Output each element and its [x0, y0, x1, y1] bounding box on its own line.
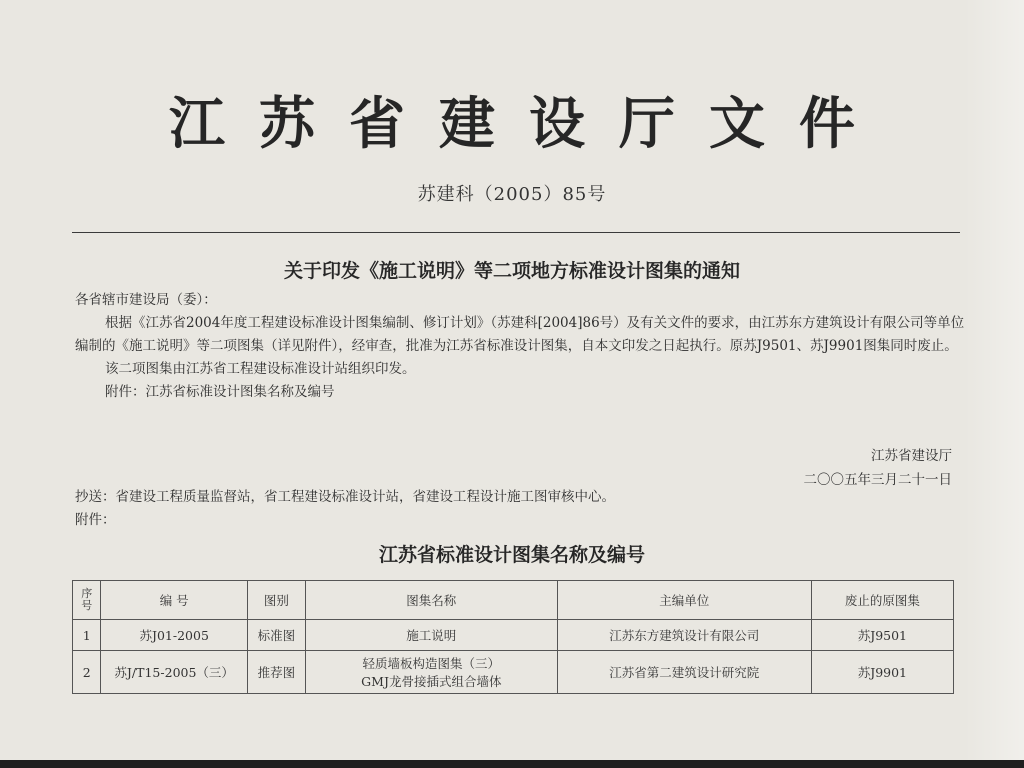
cell-seq: 2: [73, 651, 101, 694]
cell-code: 苏J/T15-2005（三）: [101, 651, 247, 694]
atlas-table: [72, 580, 954, 694]
header-old: 废止的原图集: [811, 581, 953, 620]
header-category: 图别: [247, 581, 305, 620]
cell-seq: 1: [73, 620, 101, 651]
table-title: 江苏省标准设计图集名称及编号: [378, 544, 645, 566]
header-seq: 序号: [73, 581, 101, 620]
signature-block: [804, 444, 953, 492]
cell-category: 推荐图: [247, 651, 305, 694]
table-row: [73, 620, 954, 651]
scan-bottom-edge: [0, 760, 1024, 768]
paragraph-2: 该二项图集由江苏省工程建设标准设计站组织印发。: [105, 361, 416, 377]
header-name: 图集名称: [305, 581, 557, 620]
table-header-row: [73, 581, 954, 620]
attachment-label: 附件：: [75, 512, 116, 528]
cell-name-line2: GMJ龙骨接插式组合墙体: [361, 674, 502, 689]
paragraph-3: 附件：江苏省标准设计图集名称及编号: [105, 384, 335, 400]
cell-unit: 江苏省第二建筑设计研究院: [557, 651, 811, 694]
cell-old: 苏J9901: [811, 651, 953, 694]
table-row: [73, 651, 954, 694]
addressee: 各省辖市建设局（委）：: [75, 292, 217, 308]
cell-name: [305, 651, 557, 694]
cell-name-line1: 轻质墙板构造图集（三）: [362, 656, 501, 671]
cc-line: 抄送：省建设工程质量监督站，省工程建设标准设计站，省建设工程设计施工图审核中心。: [75, 489, 615, 505]
paragraph-1: 根据《江苏省2004年度工程建设标准设计图集编制、修订计划》（苏建科[2004]86号）及有关文件的要求，由江苏东方建筑设计有限公司等单位编制的《施工说明》等二项图集（详见附件），经审查，批准为江苏省标准设计图集，自本文印发之日起执行。原苏J9501、苏J9901图集同时废止。: [75, 315, 965, 354]
cell-category: 标准图: [247, 620, 305, 651]
notice-body: [75, 289, 965, 404]
cell-old: 苏J9501: [811, 620, 953, 651]
header-divider: [72, 232, 960, 233]
cell-name: 施工说明: [305, 620, 557, 651]
header-unit: 主编单位: [557, 581, 811, 620]
carbon-copy-block: [75, 486, 955, 532]
issue-date: 二〇〇五年三月二十一日: [803, 472, 952, 488]
document-header-title: 江苏省建设厅文件: [169, 91, 889, 157]
notice-title: 关于印发《施工说明》等二项地方标准设计图集的通知: [283, 260, 740, 282]
cell-unit: 江苏东方建筑设计有限公司: [557, 620, 811, 651]
document-number: 苏建科（2005）85号: [417, 184, 607, 205]
header-code: 编 号: [101, 581, 247, 620]
signer: 江苏省建设厅: [871, 448, 952, 464]
cell-code: 苏J01-2005: [101, 620, 247, 651]
